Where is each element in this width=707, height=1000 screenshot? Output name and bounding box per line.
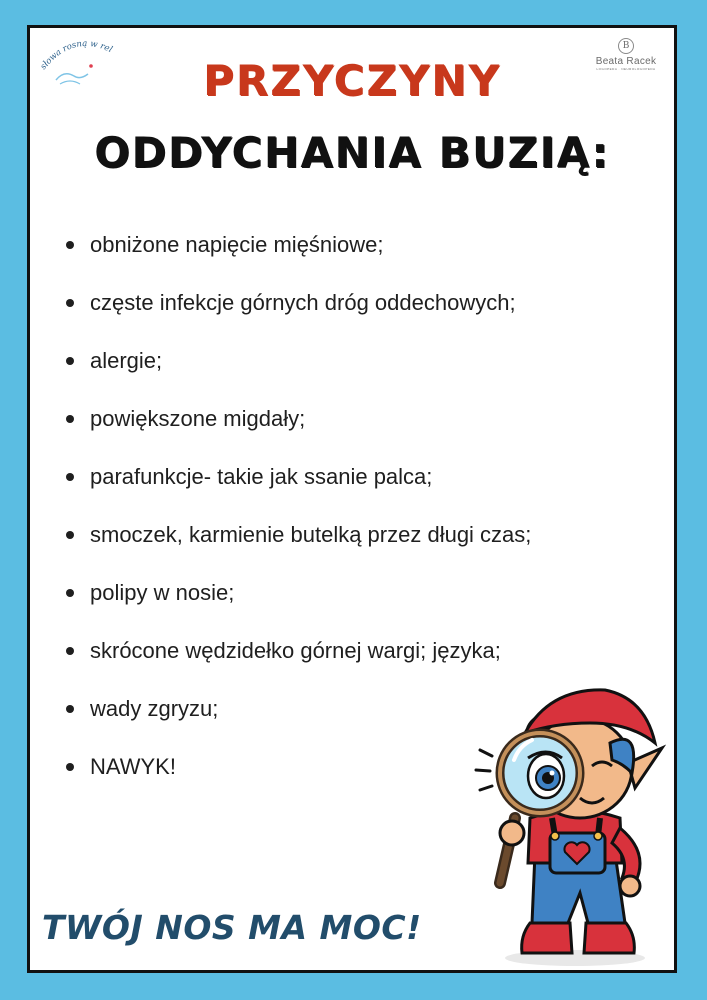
- logo-text: słowa rosną w rel: [38, 38, 114, 72]
- footer-slogan: TWÓJ NOS MA MOC!: [42, 908, 422, 947]
- bullet-icon: [66, 647, 74, 655]
- bullet-icon: [66, 299, 74, 307]
- list-item: alergie;: [66, 344, 531, 402]
- list-item: NAWYK!: [66, 750, 531, 808]
- list-item: polipy w nosie;: [66, 576, 531, 634]
- logo-name: Beata Racek: [595, 56, 657, 67]
- bullet-icon: [66, 241, 74, 249]
- bullet-icon: [66, 763, 74, 771]
- list-item: skrócone wędzidełko górnej wargi; języka;: [66, 634, 531, 692]
- bullet-icon: [66, 531, 74, 539]
- title-line-2: ODDYCHANIA BUZIĄ:: [94, 128, 610, 177]
- title-line-1: PRZYCZYNY: [203, 56, 501, 105]
- list-item: częste infekcje górnych dróg oddechowych;: [66, 286, 531, 344]
- list-item: parafunkcje- takie jak ssanie palca;: [66, 460, 531, 518]
- logo-subtitle: LOGOPEDA · NEUROLOGOPEDA: [596, 67, 656, 71]
- bullet-icon: [66, 705, 74, 713]
- elf-magnifier-illustration: [440, 668, 670, 968]
- list-item: obniżone napięcie mięśniowe;: [66, 228, 531, 286]
- elf-icon: [440, 668, 670, 968]
- logo-initial: B: [618, 38, 634, 54]
- bullet-icon: [66, 415, 74, 423]
- bullet-icon: [66, 589, 74, 597]
- list-item: smoczek, karmienie butelką przez długi czas;: [66, 518, 531, 576]
- list-item: powiększone migdały;: [66, 402, 531, 460]
- bullet-icon: [66, 473, 74, 481]
- list-item: wady zgryzu;: [66, 692, 531, 750]
- poster-sheet: [27, 25, 677, 973]
- bullet-icon: [66, 357, 74, 365]
